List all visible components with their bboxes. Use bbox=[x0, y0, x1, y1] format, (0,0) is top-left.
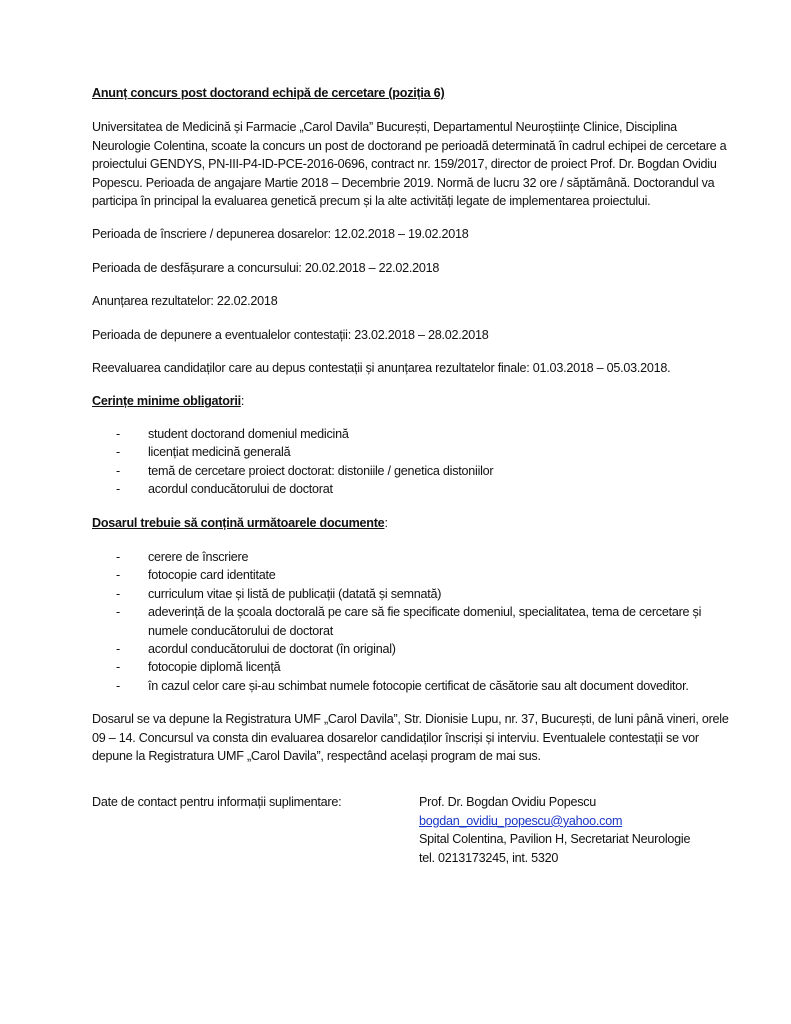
list-item bbox=[92, 480, 732, 498]
requirement-text: acordul conducătorului de doctorat bbox=[148, 482, 333, 497]
requirements-list bbox=[92, 425, 732, 499]
list-item bbox=[92, 677, 732, 695]
contact-label: Date de contact pentru informații suplimentare: bbox=[92, 795, 342, 810]
submission-paragraph: Dosarul se va depune la Registratura UMF „Carol Davila”, Str. Dionisie Lupu, nr. 37, București, de luni până vineri, orele 09 – 14. Concursul va consta din evaluarea dosarelor candidaților înscriși și interviu. Eventualele contestații se vor depune la Registratura UMF „Carol Davila”, respectând același program de mai sus. bbox=[92, 712, 729, 763]
dash-bullet-icon: - bbox=[116, 568, 120, 583]
document-item-text: cerere de înscriere bbox=[148, 549, 249, 564]
dash-bullet-icon: - bbox=[116, 549, 120, 564]
list-item bbox=[92, 640, 732, 658]
schedule-appeals: Perioada de depunere a eventualelor contestații: 23.02.2018 – 28.02.2018 bbox=[92, 327, 489, 342]
contact-address: Spital Colentina, Pavilion H, Secretariat Neurologie bbox=[419, 832, 691, 847]
documents-heading-colon: : bbox=[384, 515, 388, 530]
dash-bullet-icon: - bbox=[116, 463, 120, 478]
document-item-text: acordul conducătorului de doctorat (în original) bbox=[148, 641, 396, 656]
intro-paragraph: Universitatea de Medicină și Farmacie „Carol Davila” București, Departamentul Neuroștiințe Clinice, Disciplina Neurologie Colentina, scoate la concurs un post de doctorand pe perioadă determinată în cadrul echipei de cercetare a proiectului GENDYS, PN-III-P4-ID-PCE-2016-0696, contract nr. 159/2017, director de proiect Prof. Dr. Bogdan Ovidiu Popescu. Perioada de angajare Martie 2018 – Decembrie 2019. Normă de lucru 32 ore / săptămână. Doctorandul va participa în principal la evaluarea genetică precum și la alte activități legate de implementarea proiectului. bbox=[92, 120, 727, 209]
schedule-registration: Perioada de înscriere / depunerea dosarelor: 12.02.2018 – 19.02.2018 bbox=[92, 227, 469, 242]
requirement-text: temă de cercetare proiect doctorat: distoniile / genetica distoniilor bbox=[148, 463, 494, 478]
requirement-text: student doctorand domeniul medicină bbox=[148, 426, 349, 441]
document-item-text: adeverință de la școala doctorală pe care să fie specificate domeniul, specialitatea, tema de cercetare și numele conducătorului de doctorat bbox=[148, 605, 702, 638]
list-item bbox=[92, 585, 732, 603]
list-item bbox=[92, 603, 732, 640]
list-item bbox=[92, 425, 732, 443]
contact-name: Prof. Dr. Bogdan Ovidiu Popescu bbox=[419, 795, 597, 810]
documents-list bbox=[92, 548, 732, 695]
document-item-text: în cazul celor care și-au schimbat numele fotocopie certificat de căsătorie sau alt document doveditor. bbox=[148, 678, 689, 693]
dash-bullet-icon: - bbox=[116, 605, 120, 620]
list-item bbox=[92, 443, 732, 461]
dash-bullet-icon: - bbox=[116, 426, 120, 441]
dash-bullet-icon: - bbox=[116, 586, 120, 601]
list-item bbox=[92, 566, 732, 584]
requirement-text: licențiat medicină generală bbox=[148, 445, 291, 460]
list-item bbox=[92, 658, 732, 676]
contact-email-link[interactable]: bogdan_ovidiu_popescu@yahoo.com bbox=[419, 813, 623, 828]
schedule-results: Anunțarea rezultatelor: 22.02.2018 bbox=[92, 294, 278, 309]
documents-heading bbox=[92, 514, 732, 532]
contact-phone: tel. 0213173245, int. 5320 bbox=[419, 850, 559, 865]
contact-details bbox=[419, 793, 732, 867]
dash-bullet-icon: - bbox=[116, 660, 120, 675]
requirements-heading-text: Cerințe minime obligatorii bbox=[92, 394, 241, 409]
document-item-text: fotocopie card identitate bbox=[148, 568, 276, 583]
requirements-heading bbox=[92, 392, 732, 410]
document-body bbox=[92, 84, 732, 867]
schedule-contest: Perioada de desfășurare a concursului: 20.02.2018 – 22.02.2018 bbox=[92, 260, 440, 275]
document-item-text: curriculum vitae și listă de publicații (datată și semnată) bbox=[148, 586, 442, 601]
documents-heading-text: Dosarul trebuie să conțină următoarele documente bbox=[92, 515, 385, 530]
list-item bbox=[92, 548, 732, 566]
requirements-heading-colon: : bbox=[240, 394, 245, 409]
document-item-text: fotocopie diplomă licență bbox=[148, 660, 281, 675]
dash-bullet-icon: - bbox=[116, 445, 120, 460]
page-title: Anunț concurs post doctorand echipă de cercetare (poziția 6) bbox=[92, 86, 445, 100]
list-item bbox=[92, 462, 732, 480]
dash-bullet-icon: - bbox=[116, 641, 120, 656]
schedule-reevaluation: Reevaluarea candidaților care au depus contestații și anunțarea rezultatelor finale: 01.03.2018 – 05.03.2018. bbox=[92, 361, 671, 376]
dash-bullet-icon: - bbox=[116, 678, 120, 693]
contact-section bbox=[92, 793, 732, 867]
dash-bullet-icon: - bbox=[116, 482, 120, 497]
